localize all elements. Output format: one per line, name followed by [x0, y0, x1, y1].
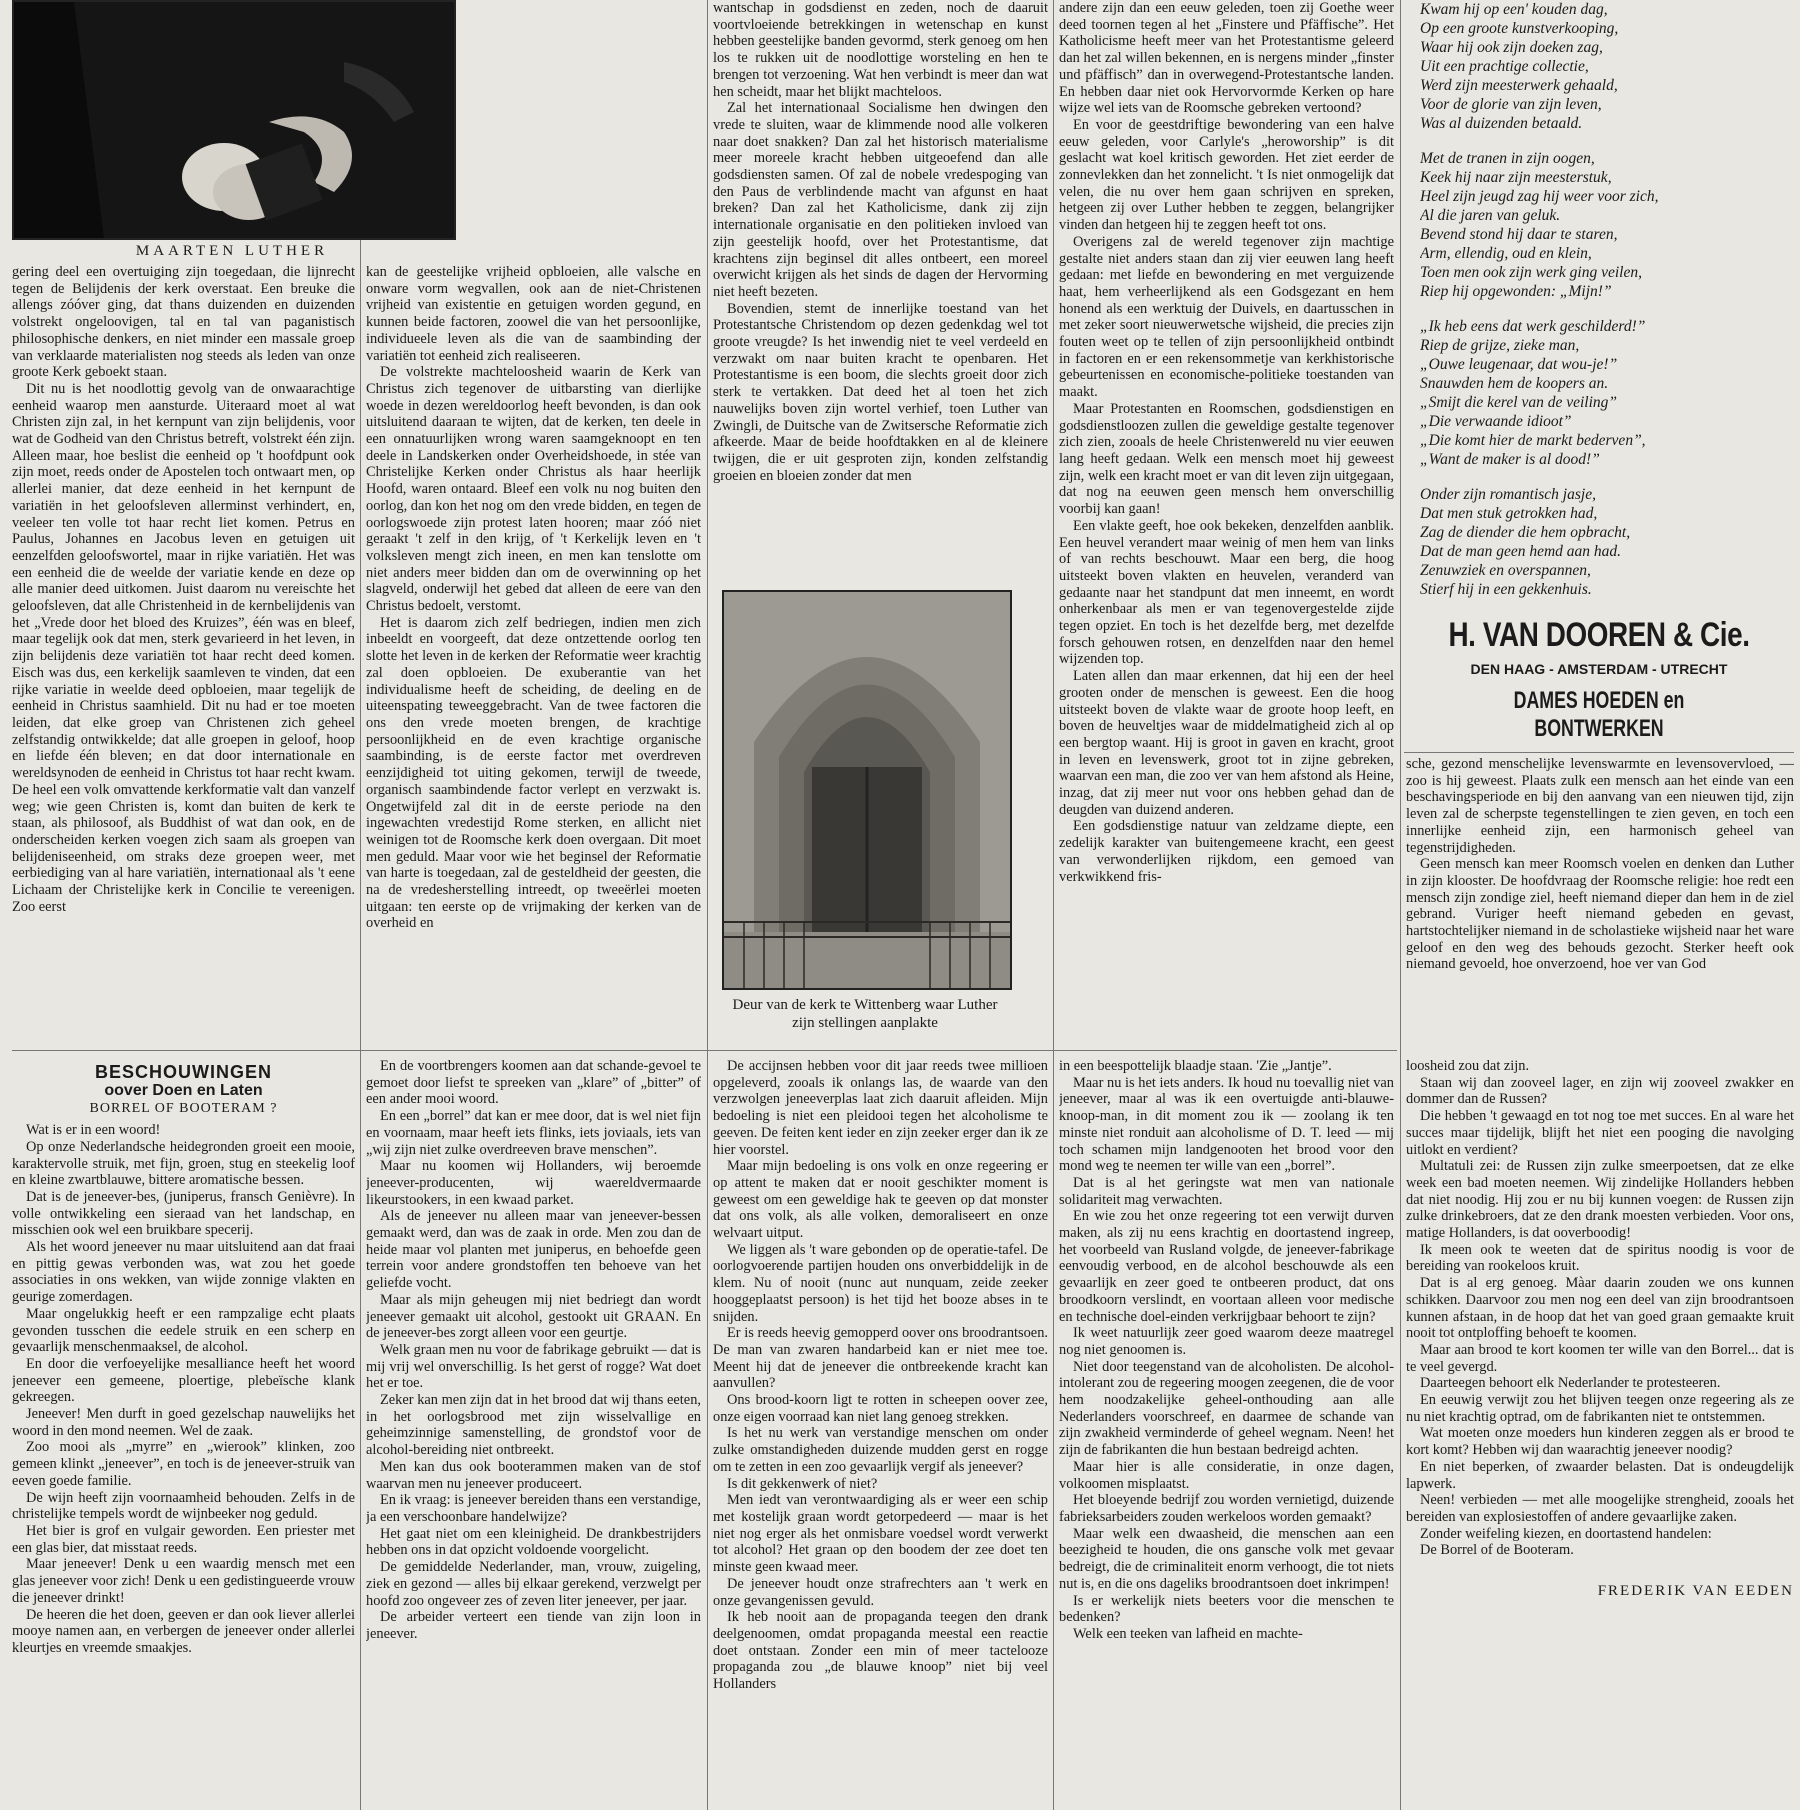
poem-stanza	[1420, 317, 1792, 469]
poem-line: „Die komt hier de markt bederven”,	[1420, 432, 1646, 449]
poem-line: Waar hij ook zijn doeken zag,	[1420, 39, 1603, 56]
column-rule	[707, 0, 708, 1810]
poem-line: Zenuwziek en overspannen,	[1420, 562, 1591, 579]
paragraph: Zoo mooi als „myrre” en „wierook” klinken, zoo gemeen klinkt „jeneever”, en toch is de jeneever-struik van eeven goede familie.	[12, 1439, 355, 1489]
paragraph: Zeker kan men zijn dat in het brood dat wij thans eeten, in het oorlogsbrood met zijn wisselvallige en geheimzinnige samenstelling, de grondstof voor de alcohol-bereiding niet ontbreekt.	[366, 1392, 701, 1459]
poem-line: „Want de maker is al dood!”	[1420, 451, 1600, 468]
wittenberg-door-photo	[722, 590, 1012, 990]
paragraph: En ik vraag: is jeneever bereiden thans een verstandige, ja een verschoonbare handelwijze?	[366, 1492, 701, 1525]
poem-line: Voor de glorie van zijn leven,	[1420, 96, 1602, 113]
paragraph: Maar ongelukkig heeft er een rampzalige echt plaats gevonden tusschen die eedele struik en een scherp en gevaarlijk menschenmaaksel, de alcohol.	[12, 1305, 355, 1356]
section-rule	[12, 1050, 1397, 1051]
paragraph: Maar nu is het iets anders. Ik houd nu toevallig niet van jeneever, maar al was ik een overtuigde anti-blauwe-knoop-man, in dit moment zou ik — zoolang ik ten minste niet ronduit aan alcoholisme of D. T. leed — mij toch schamen mijn landgenooten het brood voor den mond weg te neemen ter wille van een „borrel”.	[1059, 1074, 1394, 1175]
essay-col3	[713, 1058, 1048, 1806]
poem-line: Was al duizenden betaald.	[1420, 115, 1583, 132]
paragraph: loosheid zou dat zijn.	[1406, 1058, 1530, 1074]
paragraph: Welk graan men nu voor de fabrikage gebruikt — dat is mij vrij wel onverschillig. Is het gerst of rogge? Wat doet het er toe.	[366, 1341, 701, 1392]
poem-line: Toen men ook zijn werk ging veilen,	[1420, 264, 1642, 281]
paragraph: Ik meen ook te weeten dat de spiritus noodig is voor de bereiding van rookeloos kruit.	[1406, 1241, 1794, 1275]
poem-line: Keek hij naar zijn meesterstuk,	[1420, 169, 1612, 186]
paragraph: Wat is er in een woord!	[26, 1122, 161, 1139]
paragraph: Ons brood-koorn ligt te rotten in scheepen oover zee, onze eigen voorraad kan niet lang genoeg strekken.	[713, 1392, 1048, 1425]
paragraph: Er is reeds heevig gemopperd oover ons broodrantsoen. De man van zwaren handarbeid kan er niet mee toe. Meent hij dat de jeneever die ontbreekende kracht kan aanvullen?	[713, 1325, 1048, 1392]
paragraph: En de voortbrengers koomen aan dat schande-gevoel te gemoet door liefst te spreeken van „klare” of „bitter” of een ander mooi woord.	[366, 1058, 701, 1108]
poem-stanza	[1420, 0, 1792, 133]
luther-article-col2	[366, 264, 701, 1044]
column-rule	[1053, 0, 1054, 1810]
paragraph: Maar welk een dwaasheid, die menschen aan een beezigheid te houden, die ons gansche volk met gevaar bedreigt, die de criminaliteit enorm verhoogt, die tot niets nut is, en die ons dageliks broodrantsoen doet inkrimpen!	[1059, 1525, 1394, 1592]
paragraph: En door die verfoeyelijke mesalliance heeft het woord jeneever een gemeene, ploertige, plebeïsche klank gekreegen.	[12, 1355, 355, 1406]
paragraph: Is het nu werk van verstandige menschen om onder zulke omstandigheden duizende mudden gerst en rogge om te zetten in een zoo gevaarlijk vergif als jeneever?	[713, 1425, 1048, 1475]
poem-line: Werd zijn meesterwerk gehaald,	[1420, 77, 1618, 94]
poem-line: Riep hij opgewonden: „Mijn!”	[1420, 283, 1612, 300]
poem-line: Onder zijn romantisch jasje,	[1420, 486, 1596, 503]
paragraph: Daarteegen behoort elk Nederlander te protesteeren.	[1420, 1375, 1721, 1392]
essay-signature: FREDERIK VAN EEDEN	[1597, 1583, 1794, 1600]
paragraph: De accijnsen hebben voor dit jaar reeds twee millioen opgeleverd, zooals ik onlangs las, de waarde van den verzwolgen jeneeverplas laat zich daaruit afleiden. Mijn bedoeling is niet een pleidooi tegen het alcoholisme te geeven. De feiten kent ieder en zijn zeeker erger dan ik ze hier voorstel.	[713, 1058, 1048, 1158]
poem-line: Heel zijn jeugd zag hij weer voor zich,	[1420, 188, 1659, 205]
ad-company-name: H. VAN DOOREN & Cie.	[1448, 616, 1750, 654]
column-rule	[360, 0, 361, 1810]
luther-article-col1	[12, 264, 355, 1044]
paragraph: Maar nu koomen wij Hollanders, wij beroemde jeneever-producenten, wij waereldvermaarde likeurstookers, in een kwaad parket.	[366, 1158, 701, 1208]
paragraph: Is dit gekkenwerk of niet?	[727, 1475, 878, 1492]
paragraph: Maar Protestanten en Roomschen, godsdienstigen en godsdienstloozen zullen die geweldige gestalte tegenover zich zien, zooals de heele Christenwereld nu vier eeuwen lang heeft gedaan. Welk een mensch moet hij geweest zijn, welk een kracht moet er van dit leven zijn uitgegaan, dat nog na eeuwen geen mensch hem onverschillig voorbij kan gaan!	[1059, 400, 1394, 518]
paragraph: Maar aan brood te kort koomen ter wille van den Borrel... dat is te veel gevergd.	[1406, 1341, 1794, 1375]
luther-article-col3	[713, 0, 1048, 580]
paragraph: gering deel een overtuiging zijn toegedaan, die lijnrecht tegen de Belijdenis der kerk overstaat. Een breuke die allengs zóóver ging, dat thans duizenden en duizenden volstrekt ongeloovigen, tal en tal van paganistisch philosophische denkers, en niet minder een massale groep van verklaarde materialisten nog steeds als leden van onze groote Kerk geboekt staan.	[12, 264, 355, 381]
essay-col4	[1059, 1058, 1394, 1806]
poem-line: Al die jaren van geluk.	[1420, 207, 1561, 224]
essay-col1	[12, 1058, 355, 1806]
ad-rule	[1404, 752, 1794, 753]
paragraph: Het is daarom zich zelf bedriegen, indien men zich inbeeldt en voorgeeft, dat deze ontzettende oorlog ten slotte het leven in de kerken der Reformatie weer krachtig zal doen opbloeien. De exuberantie van het individualisme heeft de scheiding, de deeling en de uiteenspating teweeggebracht. Van de twee factoren die ons den vrede moeten brengen, de krachtige persoonlijkheid en de even krachtige organische saambinding, is de eerste factor met overdreven eenzijdigheid tot uiting gekomen, terwijl de tweede, organisch saambindende factor verlept en verzwakt is. Ongetwijfeld zal dit in de eerste periode na den ingewachten vredestijd Rome sterken, en allicht niet weinigen tot de Roomsche kerk doen overgaan. Dit moet men geduld. Maar voor wie het beginsel der Reformatie van harte is toegedaan, zal de gesteldheid der geesten, die na de vredesherstelling intreedt, op tweeërlei moeten uitgaan: ten eerste op de vrijmaking der kerken van de overheid en	[366, 614, 701, 932]
paragraph: Men iedt van verontwaardiging als er weer een schip met kostelijk graan wordt getorpedeerd — maar is het niet nog erger als het onmisbare voedsel wordt verwerkt tot alcohol? Het graan op den boodem der zee doet ten minste geen kwaad meer.	[713, 1492, 1048, 1576]
paragraph: Als het woord jeneever nu maar uitsluitend aan dat fraai en pittig gewas verbonden was, wat zou het goede associaties in ons wekken, van wijde zonnige vlakten en geurige zomerdagen.	[12, 1239, 355, 1306]
essay-col2	[366, 1058, 701, 1806]
paragraph: Maar als mijn geheugen mij niet bedriegt dan wordt jeneever gemaakt uit alcohol, gestookt uit GRAAN. En de jeneever-bes zorgt alleen voor een geurtje.	[366, 1291, 701, 1342]
paragraph: Maar hier is alle consideratie, in onze dagen, volkoomen misplaatst.	[1059, 1458, 1394, 1492]
paragraph: Is er werkelijk niets beeters voor die menschen te bedenken?	[1059, 1592, 1394, 1626]
paragraph: in een beespottelijk blaadje staan. 'Zie „Jantje”.	[1059, 1058, 1332, 1074]
poem-line: Stierf hij in een gekkenhuis.	[1420, 581, 1592, 598]
paragraph: Geen mensch kan meer Roomsch voelen en denken dan Luther in zijn klooster. De hoofdvraag der Roomsche religie: hoe redt een mensch zijn zondige ziel, heeft niemand dieper dan hem in de ziel gebrand. Vuriger heeft niemand gebeden en gevast, hartstochtelijker niemand in de scholastieke wijsheid naar het ware geloof en den weg des behouds gezocht. Sterker heeft ook niemand gevoeld, hoe onverzoend, hoe ver van God	[1406, 856, 1794, 973]
paragraph: Jeneever! Men durft in goed gezelschap nauwelijks het woord in den mond neemen. Wel de zaak.	[12, 1406, 355, 1439]
paragraph: De volstrekte machteloosheid waarin de Kerk van Christus zich tegenover de uitbarsting van dierlijke woede in dezen wereldoorlog heeft bevonden, is dan ook uitsluitend daaraan te wijten, dat de kerken, ten deele in een onnatuurlijken wrong waren saamgeknoopt en ten deele in Landskerken onder Overheidshoede, in stée van Christelijke Kerken onder Christus als haar heerlijk Hoofd, waren ontaard. Bleef een volk nu nog buiten den oorlog, dan kon het nog om den vrede bidden, en tegen de oorlogswoede zijn protest laten hooren; maar zóó niet geraakt 't zelf in den krijg, of 't Kerkelijk leven en 't volksleven mengt zich ineen, en men kan tenslotte om niet anders meer bidden dan om de overwinning op het slagveld, onderwijl het gebed dat alleen de eere van den Christus bedoelt, verstomt.	[366, 364, 701, 615]
paragraph: kan de geestelijke vrijheid opbloeien, alle valsche en onware vorm wegvallen, ook aan de niet-Christenen vrijheid van existentie en getuigen worden gegund, en kunnen beide factoren, zoowel die van het persoonlijke, individueele leven als die van de saambinding der variatiën tot eenheid zich realiseeren.	[366, 264, 701, 364]
paragraph: En niet beperken, of zwaarder belasten. Dat is ondeugdelijk lapwerk.	[1406, 1458, 1794, 1492]
paragraph: wantschap in godsdienst en zeden, noch de daaruit voortvloeiende betrekkingen in wetenschap en kunst hebben geestelijke banden gevormd, sterk genoeg om hen los te rukken uit de noodlottige worsteling en hen te brengen tot verzoening. Wat hen verbindt is meer dan wat hen scheidt, maar het blijkt machteloos.	[713, 0, 1048, 100]
paragraph: Zonder weifeling kiezen, en doortastend handelen:	[1420, 1525, 1712, 1542]
paragraph: De wijn heeft zijn voornaamheid behouden. Zelfs in de christelijke tempels wordt de wijnbeeker nog geduld.	[12, 1489, 355, 1523]
poem-line: Kwam hij op een' kouden dag,	[1420, 1, 1608, 18]
paragraph: Ik weet natuurlijk zeer goed waarom deeze maatregel nog niet genoomen is.	[1059, 1325, 1394, 1358]
poem-stanza	[1420, 485, 1792, 599]
poem-line: Op een groote kunstverkooping,	[1420, 20, 1619, 37]
column-rule	[1400, 0, 1401, 1810]
poem-line: Snauwden hem de koopers an.	[1420, 375, 1609, 392]
paragraph: De heeren die het doen, geeven er dan ook liever allerlei mooye namen aan, en verbergen de jeneever onder allerlei kleurtjes en vreemde smaakjes.	[12, 1606, 355, 1656]
poem-line: Riep de grijze, zieke man,	[1420, 337, 1580, 354]
paragraph: Laten allen dan maar erkennen, dat hij een der heel grooten onder de menschen is geweest. Een die hoog uitsteekt boven de vlakte waar de groote hoop leeft, en boven de heuveltjes waar de middelmatigheid zich al op een bergtop waant. Hij is groot in gaven en kracht, groot in leven en levenswerk, groot tot in zijne gebreken, waarvan een man, die zoo ver van hem afstond als Heine, inzag, dat zij meer nut voor ons hebben gehad dan de deugden van duizend anderen.	[1059, 668, 1394, 818]
advertisement	[1404, 616, 1794, 743]
paragraph: Die hebben 't gewaagd en tot nog toe met succes. En al ware het succes maar tijdelijk, blijft het niet een pooging die navolging uitlokt en verdient?	[1406, 1108, 1794, 1158]
luther-article-col5	[1406, 756, 1794, 1046]
poem-line: „Ik heb eens dat werk geschilderd!”	[1420, 318, 1646, 335]
paragraph: Welk een teeken van lafheid en machte-	[1073, 1625, 1303, 1642]
essay-subtitle: BORREL OF BOOTERAM ?	[89, 1101, 278, 1117]
ad-wares: DAMES HOEDEN en BONTWERKEN	[1513, 687, 1685, 742]
poem-line: „Smijt die kerel van de veiling”	[1420, 394, 1618, 411]
luther-portrait	[12, 0, 456, 240]
paragraph: De arbeider verteert een tiende van zijn loon in jeneever.	[366, 1609, 701, 1642]
paragraph: Wat moeten onze moeders hun kinderen zeggen als er brood te kort komt? Hebben wij dan waarachtig jeneever noodig?	[1406, 1425, 1794, 1459]
paragraph: Maar jeneever! Denk u een waardig mensch met een glas jeneever voor zich! Denk u een gedistingueerde vrouw die jeneever drinkt!	[12, 1556, 355, 1606]
poem-line: „Ouwe leugenaar, dat wou-je!”	[1420, 356, 1618, 373]
paragraph: Een vlakte geeft, hoe ook bekeken, denzelfden aanblik. Een heuvel verandert maar weinig of men hem van links of van rechts beschouwt. Maar een berg, die hoog uitsteekt boven vlakten en heuvelen, veranderd van gedaante naar het standpunt dat men inneemt, en wordt onherkenbaar als men er van tegenovergestelde zijde tegen opziet. En toch is het dezelfde berg, met dezelfde forsch gehouwen rotsen, en denzelfden naar den hemel wijzenden top.	[1059, 517, 1394, 668]
poem-line: Bevend stond hij daar te staren,	[1420, 226, 1618, 243]
paragraph: Maar mijn bedoeling is ons volk en onze regeering er op attent te maken dat er nooit geschikter moment is geweest om een geweldige hak te geeven op dat monster dat ons volk, als alle volken, demoraliseert en onze welvaart uitput.	[713, 1158, 1048, 1242]
paragraph: De jeneever houdt onze strafrechters aan 't werk en onze gevangenissen gevuld.	[713, 1575, 1048, 1609]
paragraph: Dat is al het geringste wat men van nationale solidariteit mag verwachten.	[1059, 1174, 1394, 1208]
door-caption: Deur van de kerk te Wittenberg waar Luther zijn stellingen aanplakte	[732, 997, 998, 1031]
essay-heading-block	[12, 1064, 355, 1118]
paragraph: Multatuli zei: de Russen zijn zulke smeerpoetsen, dat ze elke week een bad moeten neemen. Wij zindelijke Hollanders hebben dat niet noodig. Hij zou er nu bij kunnen voegen: de Russen zijn zulke drinkebroers, dat ze den drank moesten verbieden. Voor ons, matige Hollanders, is dat ooverboodig!	[1406, 1158, 1794, 1242]
poem-line: Arm, ellendig, oud en klein,	[1420, 245, 1592, 262]
poem-line: Met de tranen in zijn oogen,	[1420, 150, 1595, 167]
paragraph: En een „borrel” dat kan er mee door, dat is wel niet fijn en voornaam, maar heeft iets flinks, iets joviaals, iets van „wij zijn niet zulke overdreeven brave menschen”.	[366, 1108, 701, 1158]
essay-heading: BESCHOUWINGEN	[94, 1062, 272, 1082]
paragraph: Zal het internationaal Socialisme hen dwingen den vrede te sluiten, waar de klimmende nood alle volkeren naar doet snakken? Dan zal het historisch materialisme meer moreele kracht hebben uitgeoefend dan alle godsdiensten samen. Of zal de nobele vredespoging van den Paus de verblindende macht van afgunst en haat breken? Dan zal het Katholicisme, dank zij zijn internationale organisatie en den politieken invloed van zijn geestelijk hoofd, over het Protestantisme, dat krachtens zijn beginsel dit alles ontbeert, een moreel overwicht krijgen als het sinds de dagen der Hervorming niet heeft bezeten.	[713, 100, 1048, 300]
paragraph: Dit nu is het noodlottig gevolg van de onwaarachtige eenheid waarop men aansturde. Uiteraard moet al wat Christen zijn zal, in het kernpunt van zijn belijdenis, voor wat de Godheid van den Christus betreft, volstrekt één zijn. Alleen maar, hoe beslist die eenheid op 't hoofdpunt ook zijn moet, reeds onder de Apostelen toch ontwaart men, op allerlei manier, dat deze eenheid in het kernpunt de variatiën in het geloofsleven allerminst verhindert, en, veeleer ten volle tot haar recht liet komen. Petrus en Paulus, Johannes en Jacobus leven en getuigen uit eenzelfden geloofswortel, maar in rijke variatiën. Het was een eenheid die de weelde der variatie kende en deze op alle manier deed uitkomen. Juist daarom nu vereischte het geloofsleven, dat alle Christenheid in de kernbelijdenis van het „Vrede door het bloed des Kruizes”, één was en bleef, maar tegelijk ook dat men, sterk gevarieerd in het leven, in zijn belijdenis deze variatiën tot haar recht deed komen. Eisch was dus, een kerkelijk saamleven te vinden, dat een rijke variatie in weelde deed opbloeien, maar tegelijk de eenheid in Christus saamhield. Dit nu had er toe moeten leiden, dat elke groep van Christenen zich geheel zelfstandig ontwikkelde; dat alle groepen in geloof, hoop en liefde één bleven; en dat door internationale en wereldsynoden de eenheid in Christus tot haar recht kwam. De heel een volk omvattende kerkformatie valt dan vanzelf weg; wie geen Christen is, komt dan buiten de kerk te staan, als philosoof, als Buddhist of wat dan ook, en de onderscheiden kerken voegen zich saam als groepen van belijdeniseenheid, om straks deze groepen weer, met eerbiediging van al hare variatiën, internationaal als 't eene Lichaam der Christelijke kerk in Concilie te vereenigen. Zoo eerst	[12, 380, 355, 915]
paragraph: De gemiddelde Nederlander, man, vrouw, zuigeling, ziek en gezond — alles bij elkaar gerekend, verzwelgt per hoofd zoo ongeveer zes of zeven liter jeneever, per jaar.	[366, 1559, 701, 1609]
paragraph: Als de jeneever nu alleen maar van jeneever-bessen gemaakt werd, dan was de zaak in orde. Men zou dan de heide maar vol planten met juniperus, en behoefde geen terrein voor andere grondstoffen ten behoeve van het geliefde vocht.	[366, 1208, 701, 1292]
paragraph: De Borrel of de Booteram.	[1420, 1542, 1574, 1559]
paragraph: Bovendien, stemt de innerlijke toestand van het Protestantsche Christendom op dezen gedenkdag wel tot groote vreugde? Is het inwendig niet te veel verdeeld en verzwakt om naar buiten kracht te openbaren. Het Protestantisme is een boom, die slechts groeit door zich sterk te vertakken. Dat deed het al toen het zich nauwelijks boven zijn wortel verhief, toen Luther van Zwingli, de Duitsche van de Zwitsersche Reformatie zich afkeerde. Maar de beide hoofdtakken en al de kleinere twijgen, die er uit gesproten zijn, konden zelfstandig groeien en bloeien zonder dat men	[713, 300, 1048, 484]
poem-line: „Die verwaande idioot”	[1420, 413, 1572, 430]
poem-line: Dat de man geen hemd aan had.	[1420, 543, 1622, 560]
luther-caption: MAARTEN LUTHER	[135, 243, 329, 259]
paragraph: Dat is de jeneever-bes, (juniperus, fransch Genièvre). In volle ontwikkeling een sieraad van het landschap, en misschien ook wel een bruikbare specerij.	[12, 1188, 355, 1239]
paragraph: Niet door teegenstand van de alcoholisten. De alcohol-intolerant zou de regeering moogen zeegenen, die de voor hem noodzakelijke geheel-onthouding aan alle Nederlanders voorschreef, en daarmee de schande van zijn zwakheid verminderde of geheel wegnam. Neen! het zijn de fabrikanten die hun bestaan bedreigd achten.	[1059, 1358, 1394, 1459]
poem-line: Zag de diender die hem opbracht,	[1420, 524, 1631, 541]
poem	[1420, 0, 1792, 612]
luther-article-col4	[1059, 0, 1394, 1044]
paragraph: En wie zou het onze regeering tot een verwijt durven maken, als zij nu eens krachtig en doortastend ingreep, het voorbeeld van Rusland volgde, de jeneever-fabrikage eenvoudig verbood, en de alcohol beschouwde als een gevaarlijk en zeer goed te ontbeeren product, dat ons broodkoorn verslindt, en voortaan alleen voor medische en technische doel-einden verkrijgbaar behoort te zijn?	[1059, 1208, 1394, 1325]
paragraph: Het gaat niet om een kleinigheid. De drankbestrijders hebben ons in dat opzicht voldoende voorgelicht.	[366, 1525, 701, 1559]
poem-line: Uit een prachtige collectie,	[1420, 58, 1589, 75]
paragraph: Staan wij dan zooveel lager, en zijn wij zooveel zwakker en dommer dan de Russen?	[1406, 1074, 1794, 1108]
ad-cities: DEN HAAG - AMSTERDAM - UTRECHT	[1470, 661, 1728, 677]
essay-col5	[1406, 1058, 1794, 1806]
paragraph: Ik heb nooit aan de propaganda teegen den drank deelgenoomen, omdat propaganda meestal een reactie doet ontstaan. Zonder een min of meer tactelooze propaganda zou „de blauwe knoop” niet bij veel Hollanders	[713, 1609, 1048, 1693]
paragraph: sche, gezond menschelijke levenswarmte en levensovervloed, — zoo is hij geweest. Plaats zulk een mensch aan het einde van een beschavingsperiode en bij den aanvang van een nieuwen tijd, zijn leven zal de scherpste tegenstellingen te zien geven, en toch een innerlijke eenheid zijn, een harmonisch geheel van tegenstrijdigheden.	[1406, 756, 1794, 856]
poem-line: Dat men stuk getrokken had,	[1420, 505, 1598, 522]
paragraph: Het bier is grof en vulgair geworden. Een priester met een glas bier, dat misstaat reeds.	[12, 1522, 355, 1556]
paragraph: Overigens zal de wereld tegenover zijn machtige gestalte niet anders staan dan zij vier eeuwen lang heeft gedaan: met liefde en bewondering en met verguizende haat, hem verheerlijkend als een Godsgezant en hem honend als een werktuig der Duivels, en daartusschen in met zeker soort nieuwerwetsche wijsheid, die precies zijn fouten weet op te tellen of zijn persoonlijkheid ontbindt in factoren en er een rekensommetje van kerkhistorische gebeurtenissen en economische-politieke toestanden van maakt.	[1059, 233, 1394, 401]
paragraph: andere zijn dan een eeuw geleden, toen zij Goethe weer deed toornen tegen al het „Finstere und Pfäffische”. Het Katholicisme heeft meer van het Protestantisme geleerd dan het zal willen bekennen, en is nergens minder „finster und pfäffisch” dan in overwegend-Protestantsche landen. En hebben daar niet ook Hervorvormde Kerken op hare wijze wel iets van de Roomsche gebreken vertoond?	[1059, 0, 1394, 117]
paragraph: We liggen als 't ware gebonden op de operatie-tafel. De oorlogvoerende partijen houden ons onverbiddelijk in de klem. Nu of nooit (nunc aut nunquam, zeide zeeker hooggeplaatst persoon) is het tijd het booze abses in te snijden.	[713, 1241, 1048, 1325]
essay-subheading: oover Doen en Laten	[104, 1081, 263, 1099]
paragraph: Het bloeyende bedrijf zou worden vernietigd, duizende fabrieksarbeiders zouden werkeloos worden gemaakt?	[1059, 1492, 1394, 1525]
paragraph: Men kan dus ook booterammen maken van de stof waarvan men nu jeneever produceert.	[366, 1458, 701, 1492]
paragraph: Een godsdienstige natuur van zeldzame diepte, een zedelijk karakter van buitengemeene kracht, een geest van verwonderlijken rijkdom, een gemoed van verkwikkend fris-	[1059, 818, 1394, 885]
poem-stanza	[1420, 149, 1792, 301]
paragraph: En voor de geestdriftige bewondering van een halve eeuw geleden, voor Carlyle's „heroworship” is dit geslacht wat koel kritisch geworden. Het ziet eerder de zonnevlekken dan het zonnelicht. 't Is niet onmogelijk dat velen, die nu over hem gaan schrijven en spreken, hetgeen zij over Luther hebben te zeggen, belangrijker vinden dan hetgeen hij te zeggen heeft tot ons.	[1059, 116, 1394, 234]
paragraph: En eeuwig verwijt zou het blijven teegen onze regeering als ze nu niet krachtig optrad, om de fabrikanten niet te ontstemmen.	[1406, 1392, 1794, 1425]
paragraph: Dat is al erg genoeg. Màar daarin zouden we ons kunnen schikken. Daarvoor zou men nog een deel van zijn broodrantsoen kunnen afstaan, in de hoop dat het van goed graan gemaakte kruit nooit tot ontploffing behoeft te koomen.	[1406, 1275, 1794, 1342]
paragraph: Op onze Nederlandsche heidegronden groeit een mooie, karaktervolle struik, met fijn, groen, stug en steekelig loof en kleine zwartblauwe, bittere aromatische bessen.	[12, 1138, 355, 1189]
paragraph: Neen! verbieden — met alle moogelijke strengheid, zooals het bereiden van explosiestoffen of andere gevaarlijke zaken.	[1406, 1492, 1794, 1525]
